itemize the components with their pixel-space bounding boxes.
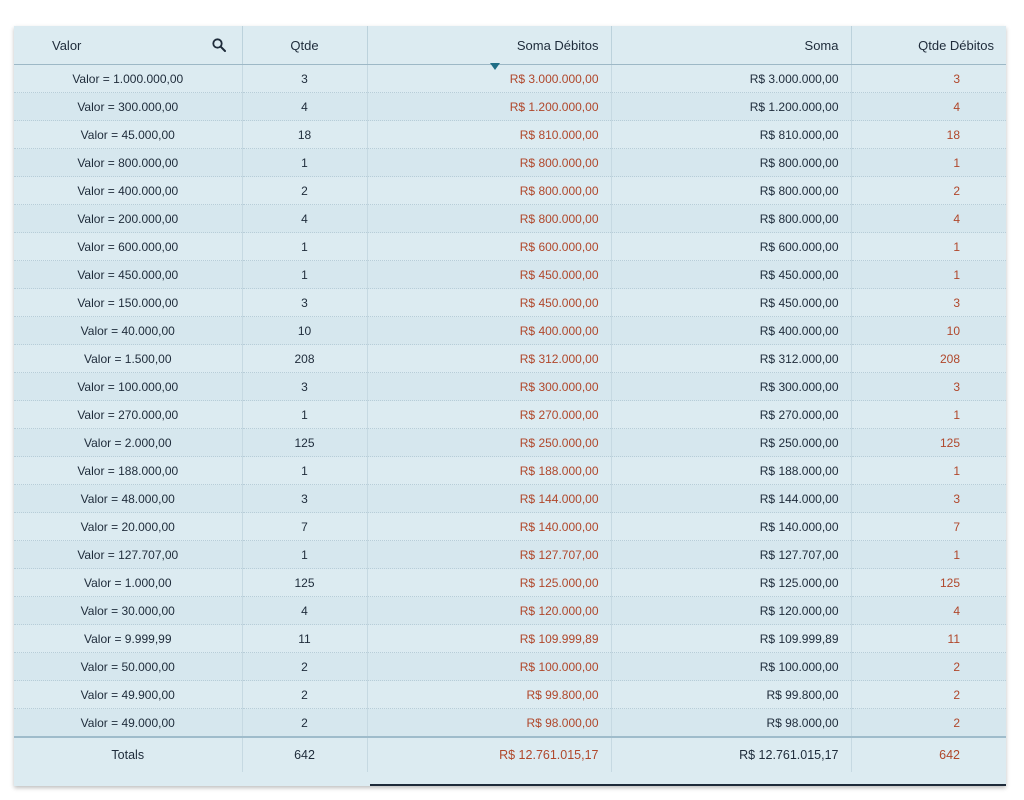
cell-qtde-debitos: 2 [851,709,1006,738]
cell-qtde: 3 [242,65,367,93]
cell-soma: R$ 800.000,00 [611,205,851,233]
cell-soma: R$ 100.000,00 [611,653,851,681]
cell-soma: R$ 144.000,00 [611,485,851,513]
table-body [14,65,1006,738]
totals-row [14,737,1006,772]
cell-soma: R$ 270.000,00 [611,401,851,429]
table-row[interactable] [14,429,1006,457]
header-row [14,26,1006,65]
cell-qtde-debitos: 125 [851,429,1006,457]
cell-soma: R$ 810.000,00 [611,121,851,149]
cell-qtde-debitos: 11 [851,625,1006,653]
cell-soma-debitos: R$ 250.000,00 [367,429,611,457]
cell-qtde: 3 [242,373,367,401]
cell-valor: Valor = 127.707,00 [14,541,242,569]
cell-valor: Valor = 49.900,00 [14,681,242,709]
cell-qtde-debitos: 3 [851,373,1006,401]
cell-soma: R$ 312.000,00 [611,345,851,373]
cell-soma: R$ 800.000,00 [611,177,851,205]
table-row[interactable] [14,345,1006,373]
cell-valor: Valor = 50.000,00 [14,653,242,681]
cell-qtde-debitos: 2 [851,653,1006,681]
column-header-soma-debitos[interactable] [367,26,611,65]
footer-divider [370,784,1006,786]
cell-soma: R$ 250.000,00 [611,429,851,457]
cell-qtde: 4 [242,93,367,121]
table-row[interactable] [14,289,1006,317]
table-row[interactable] [14,485,1006,513]
table-row[interactable] [14,177,1006,205]
cell-qtde-debitos: 4 [851,597,1006,625]
cell-valor: Valor = 150.000,00 [14,289,242,317]
search-icon[interactable] [212,38,226,52]
cell-valor: Valor = 100.000,00 [14,373,242,401]
cell-soma-debitos: R$ 270.000,00 [367,401,611,429]
cell-qtde: 4 [242,205,367,233]
cell-soma: R$ 400.000,00 [611,317,851,345]
table-row[interactable] [14,373,1006,401]
cell-soma-debitos: R$ 450.000,00 [367,289,611,317]
cell-qtde: 1 [242,149,367,177]
column-header-qtde-debitos-label: Qtde Débitos [918,37,994,53]
cell-qtde: 18 [242,121,367,149]
cell-valor: Valor = 1.000,00 [14,569,242,597]
cell-soma-debitos: R$ 98.000,00 [367,709,611,738]
cell-qtde-debitos: 1 [851,261,1006,289]
table-row[interactable] [14,261,1006,289]
cell-soma-debitos: R$ 127.707,00 [367,541,611,569]
cell-soma-debitos: R$ 144.000,00 [367,485,611,513]
cell-soma: R$ 99.800,00 [611,681,851,709]
cell-qtde: 4 [242,597,367,625]
table-row[interactable] [14,457,1006,485]
column-header-qtde-label: Qtde [290,37,319,53]
cell-soma-debitos: R$ 800.000,00 [367,149,611,177]
cell-soma-debitos: R$ 450.000,00 [367,261,611,289]
column-header-soma-label: Soma [804,37,839,53]
table-row[interactable] [14,625,1006,653]
cell-qtde-debitos: 18 [851,121,1006,149]
cell-valor: Valor = 270.000,00 [14,401,242,429]
table-row[interactable] [14,205,1006,233]
cell-qtde: 2 [242,653,367,681]
cell-qtde-debitos: 3 [851,289,1006,317]
cell-soma: R$ 450.000,00 [611,261,851,289]
table-row[interactable] [14,541,1006,569]
table-row[interactable] [14,65,1006,93]
totals-soma-debitos: R$ 12.761.015,17 [367,737,611,772]
cell-qtde-debitos: 3 [851,65,1006,93]
cell-qtde: 1 [242,457,367,485]
cell-soma-debitos: R$ 810.000,00 [367,121,611,149]
table-row[interactable] [14,93,1006,121]
cell-qtde: 208 [242,345,367,373]
pivot-table-panel [14,26,1006,786]
cell-qtde: 7 [242,513,367,541]
cell-soma-debitos: R$ 99.800,00 [367,681,611,709]
cell-valor: Valor = 600.000,00 [14,233,242,261]
cell-valor: Valor = 30.000,00 [14,597,242,625]
cell-qtde-debitos: 1 [851,457,1006,485]
cell-qtde: 3 [242,289,367,317]
column-header-soma-debitos-label: Soma Débitos [516,37,599,53]
cell-soma-debitos: R$ 300.000,00 [367,373,611,401]
cell-valor: Valor = 1.500,00 [14,345,242,373]
column-header-qtde[interactable] [242,26,367,65]
cell-valor: Valor = 20.000,00 [14,513,242,541]
cell-qtde: 3 [242,485,367,513]
cell-qtde: 1 [242,261,367,289]
cell-valor: Valor = 49.000,00 [14,709,242,738]
cell-qtde: 1 [242,541,367,569]
cell-soma: R$ 120.000,00 [611,597,851,625]
cell-qtde-debitos: 1 [851,541,1006,569]
cell-soma: R$ 98.000,00 [611,709,851,738]
cell-qtde-debitos: 3 [851,485,1006,513]
cell-valor: Valor = 9.999,99 [14,625,242,653]
cell-valor: Valor = 45.000,00 [14,121,242,149]
cell-qtde-debitos: 7 [851,513,1006,541]
cell-qtde: 125 [242,569,367,597]
cell-soma: R$ 3.000.000,00 [611,65,851,93]
table-row[interactable] [14,681,1006,709]
cell-soma: R$ 300.000,00 [611,373,851,401]
table-row[interactable] [14,233,1006,261]
table-row[interactable] [14,401,1006,429]
table-row[interactable] [14,317,1006,345]
cell-qtde-debitos: 10 [851,317,1006,345]
cell-qtde-debitos: 1 [851,233,1006,261]
cell-qtde-debitos: 125 [851,569,1006,597]
cell-soma-debitos: R$ 140.000,00 [367,513,611,541]
cell-soma-debitos: R$ 312.000,00 [367,345,611,373]
cell-soma-debitos: R$ 600.000,00 [367,233,611,261]
table-row[interactable] [14,597,1006,625]
totals-label: Totals [14,737,242,772]
cell-qtde: 2 [242,177,367,205]
cell-valor: Valor = 450.000,00 [14,261,242,289]
cell-valor: Valor = 800.000,00 [14,149,242,177]
totals-qtde: 642 [242,737,367,772]
cell-soma: R$ 125.000,00 [611,569,851,597]
cell-valor: Valor = 2.000,00 [14,429,242,457]
cell-valor: Valor = 1.000.000,00 [14,65,242,93]
cell-qtde-debitos: 208 [851,345,1006,373]
table-row[interactable] [14,709,1006,738]
table-row[interactable] [14,121,1006,149]
cell-soma: R$ 450.000,00 [611,289,851,317]
cell-soma-debitos: R$ 400.000,00 [367,317,611,345]
cell-qtde: 125 [242,429,367,457]
sort-descending-icon [490,63,500,70]
table-row[interactable] [14,513,1006,541]
cell-qtde: 2 [242,681,367,709]
cell-valor: Valor = 400.000,00 [14,177,242,205]
cell-soma: R$ 800.000,00 [611,149,851,177]
cell-soma-debitos: R$ 188.000,00 [367,457,611,485]
cell-soma: R$ 188.000,00 [611,457,851,485]
cell-soma-debitos: R$ 100.000,00 [367,653,611,681]
cell-qtde: 2 [242,709,367,738]
cell-soma: R$ 600.000,00 [611,233,851,261]
cell-qtde-debitos: 1 [851,401,1006,429]
column-header-valor-label: Valor [52,37,82,53]
cell-qtde-debitos: 4 [851,93,1006,121]
table-row[interactable] [14,653,1006,681]
table-row[interactable] [14,149,1006,177]
column-header-qtde-debitos[interactable] [851,26,1006,65]
cell-valor: Valor = 48.000,00 [14,485,242,513]
cell-qtde-debitos: 2 [851,681,1006,709]
cell-soma-debitos: R$ 800.000,00 [367,205,611,233]
cell-soma: R$ 140.000,00 [611,513,851,541]
cell-soma-debitos: R$ 1.200.000,00 [367,93,611,121]
pivot-table [14,26,1006,772]
totals-soma: R$ 12.761.015,17 [611,737,851,772]
cell-soma: R$ 109.999,89 [611,625,851,653]
cell-qtde-debitos: 1 [851,149,1006,177]
cell-valor: Valor = 200.000,00 [14,205,242,233]
cell-valor: Valor = 300.000,00 [14,93,242,121]
table-row[interactable] [14,569,1006,597]
cell-qtde: 1 [242,401,367,429]
cell-soma-debitos: R$ 109.999,89 [367,625,611,653]
cell-qtde: 10 [242,317,367,345]
column-header-soma[interactable] [611,26,851,65]
totals-qtde-debitos: 642 [851,737,1006,772]
cell-soma: R$ 1.200.000,00 [611,93,851,121]
cell-soma-debitos: R$ 3.000.000,00 [367,65,611,93]
cell-soma-debitos: R$ 800.000,00 [367,177,611,205]
column-header-valor[interactable] [14,26,242,65]
cell-qtde-debitos: 4 [851,205,1006,233]
cell-soma-debitos: R$ 120.000,00 [367,597,611,625]
cell-soma: R$ 127.707,00 [611,541,851,569]
cell-valor: Valor = 188.000,00 [14,457,242,485]
cell-qtde: 11 [242,625,367,653]
cell-valor: Valor = 40.000,00 [14,317,242,345]
cell-qtde: 1 [242,233,367,261]
cell-qtde-debitos: 2 [851,177,1006,205]
cell-soma-debitos: R$ 125.000,00 [367,569,611,597]
